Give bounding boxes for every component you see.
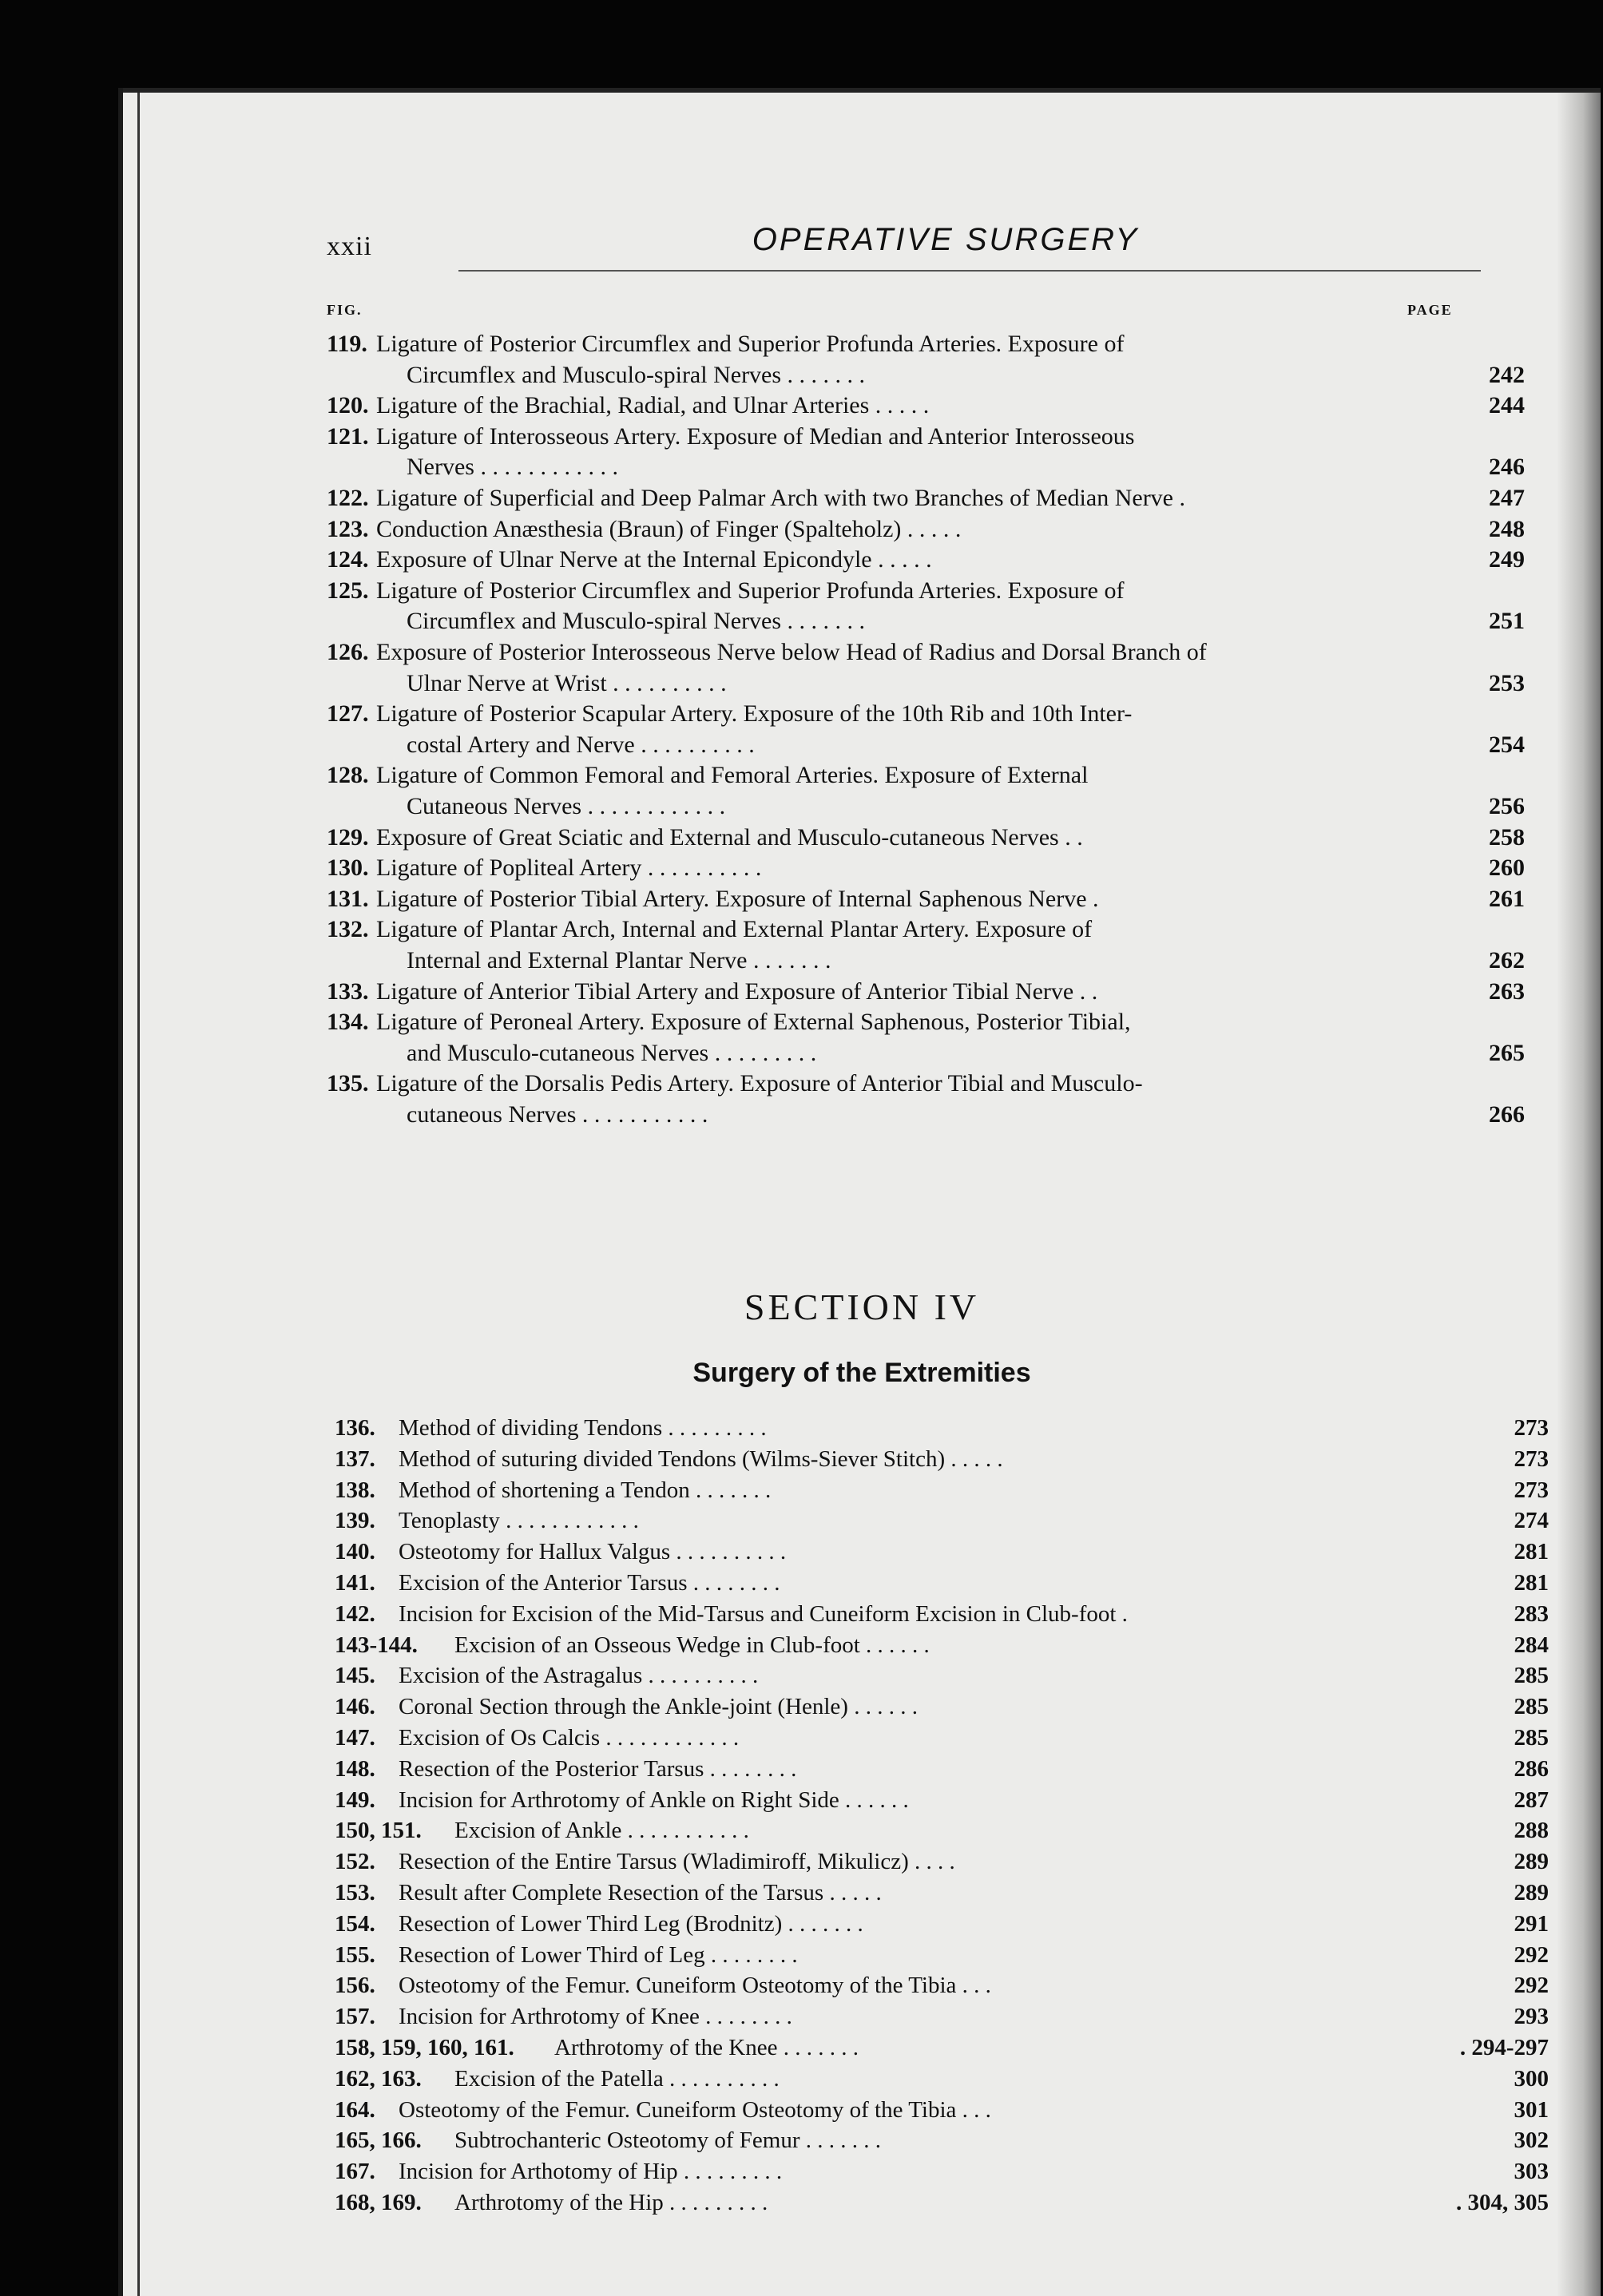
page-ref: 288 [1514,1818,1549,1843]
fig-number: 148. [335,1756,375,1782]
page-ref: 258 [1489,824,1525,851]
page-ref: 273 [1514,1415,1549,1441]
page-ref: 284 [1514,1632,1549,1658]
header-rule [458,270,1481,272]
entry-title: Arthrotomy of the Knee . . . . . . . [554,2035,859,2060]
fig-number: 134. [327,1009,369,1035]
page-ref: 286 [1514,1756,1549,1782]
fig-number: 153. [335,1880,375,1905]
fig-number: 157. [335,2004,375,2029]
page-ref: 281 [1514,1539,1549,1564]
entry-title: Ligature of Common Femoral and Femoral Arteries. Exposure of External [376,762,1089,788]
fig-number: 137. [335,1446,375,1472]
page-ref: 281 [1514,1570,1549,1596]
page-ref: 273 [1514,1477,1549,1503]
entry-title: Coronal Section through the Ankle-joint (Henle) . . . . . . [399,1694,918,1719]
entry-title: Ligature of Superficial and Deep Palmar Arch with two Branches of Median Nerve . [376,485,1185,511]
entry-title: Subtrochanteric Osteotomy of Femur . . . . . . . [454,2127,881,2153]
page-ref: 287 [1514,1787,1549,1813]
fig-number: 164. [335,2097,375,2123]
entry-title: Osteotomy of the Femur. Cuneiform Osteotomy of the Tibia . . . [399,2097,991,2123]
entry-title: Cutaneous Nerves . . . . . . . . . . . . [407,793,726,819]
entry-title: Method of dividing Tendons . . . . . . . . . [399,1415,767,1441]
fig-number: 131. [327,886,369,912]
fig-number: 128. [327,762,369,788]
fig-number: 156. [335,1973,375,1998]
fig-column-heading: FIG. [327,302,363,318]
page-ref: 285 [1514,1725,1549,1751]
page-ref: 254 [1489,732,1525,758]
fig-number: 133. [327,978,369,1005]
fig-number: 122. [327,485,369,511]
page-ref: 289 [1514,1849,1549,1874]
entry-title: Resection of the Entire Tarsus (Wladimiroff, Mikulicz) . . . . [399,1849,955,1874]
fig-number: 130. [327,855,369,881]
page-ref: 253 [1489,670,1525,696]
page-ref: 251 [1489,608,1525,634]
page-ref: 263 [1489,978,1525,1005]
fig-number: 121. [327,423,369,450]
page-ref: 289 [1514,1880,1549,1905]
fig-number: 132. [327,916,369,942]
page-ref: 291 [1514,1911,1549,1937]
fig-number: 155. [335,1942,375,1968]
entry-title: Conduction Anæsthesia (Braun) of Finger (Spalteholz) . . . . . [376,516,962,542]
fig-number: 168, 169. [335,2190,422,2215]
entry-title: Osteotomy for Hallux Valgus . . . . . . . . . . [399,1539,787,1564]
page-ref: 265 [1489,1040,1525,1066]
fig-number: 167. [335,2159,375,2184]
running-header [327,222,1565,270]
page-ref: 246 [1489,454,1525,480]
page-ref: . 304, 305 [1456,2190,1549,2215]
entry-title: Arthrotomy of the Hip . . . . . . . . . [454,2190,768,2215]
entry-title: and Musculo-cutaneous Nerves . . . . . . . . . [407,1040,817,1066]
entry-title: Method of shortening a Tendon . . . . . . . [399,1477,772,1503]
page-ref: 283 [1514,1601,1549,1627]
fig-number: 141. [335,1570,375,1596]
entry-title: Ligature of Posterior Circumflex and Superior Profunda Arteries. Exposure of [376,331,1125,357]
page-ref: 293 [1514,2004,1549,2029]
section-subtitle: Surgery of the Extremities [692,1358,1031,1388]
page-ref: 256 [1489,793,1525,819]
entry-title: Ligature of Peroneal Artery. Exposure of External Saphenous, Posterior Tibial, [376,1009,1131,1035]
entry-title: Result after Complete Resection of the Tarsus . . . . . [399,1880,882,1905]
page-ref: 303 [1514,2159,1549,2184]
section-title: SECTION IV [744,1287,980,1327]
entry-title: Incision for Arthrotomy of Ankle on Right Side . . . . . . [399,1787,909,1813]
page-number: xxii [327,232,372,261]
page-ref: 266 [1489,1101,1525,1128]
fig-number: 127. [327,700,369,727]
entry-title: Excision of an Osseous Wedge in Club-foot . . . . . . [454,1632,930,1658]
entry-title: Ligature of Posterior Tibial Artery. Exposure of Internal Saphenous Nerve . [376,886,1099,912]
entry-title: Incision for Arthrotomy of Knee . . . . . . . . [399,2004,792,2029]
entry-title: Circumflex and Musculo-spiral Nerves . . . . . . . [407,362,866,388]
fig-number: 136. [335,1415,375,1441]
entry-title: Nerves . . . . . . . . . . . . [407,454,618,480]
entry-title: Ligature of Popliteal Artery . . . . . . . . . . [376,855,762,881]
entry-title: Excision of the Patella . . . . . . . . . . [454,2066,780,2092]
entry-title: Method of suturing divided Tendons (Wilms-Siever Stitch) . . . . . [399,1446,1003,1472]
fig-number: 150, 151. [335,1818,422,1843]
entry-title: Ulnar Nerve at Wrist . . . . . . . . . . [407,670,727,696]
entry-title: Ligature of Posterior Scapular Artery. Exposure of the 10th Rib and 10th Inter- [376,700,1133,727]
entry-title: Incision for Arthotomy of Hip . . . . . . . . . [399,2159,783,2184]
page-ref: 274 [1514,1508,1549,1533]
page-ref: 260 [1489,855,1525,881]
fig-number: 139. [335,1508,375,1533]
entry-title: Excision of Os Calcis . . . . . . . . . . . . [399,1725,740,1751]
fig-number: 142. [335,1601,375,1627]
entry-title: Exposure of Great Sciatic and External and Musculo-cutaneous Nerves . . [376,824,1083,851]
entry-title: Exposure of Ulnar Nerve at the Internal Epicondyle . . . . . [376,546,932,573]
fig-number: 145. [335,1663,375,1688]
fig-number: 149. [335,1787,375,1813]
page-ref: 261 [1489,886,1525,912]
entry-title: Ligature of Interosseous Artery. Exposure of Median and Anterior Interosseous [376,423,1135,450]
fig-number: 138. [335,1477,375,1503]
fig-number: 143-144. [335,1632,418,1658]
page-ref: 292 [1514,1973,1549,1998]
page-ref: 285 [1514,1663,1549,1688]
entry-title: Incision for Excision of the Mid-Tarsus and Cuneiform Excision in Club-foot . [399,1601,1128,1627]
page-ref: 285 [1514,1694,1549,1719]
entry-title: Ligature of Anterior Tibial Artery and Exposure of Anterior Tibial Nerve . . [376,978,1098,1005]
entry-title: Exposure of Posterior Interosseous Nerve below Head of Radius and Dorsal Branch of [376,639,1207,665]
page-ref: 301 [1514,2097,1549,2123]
fig-number: 119. [327,331,367,357]
fig-number: 126. [327,639,369,665]
page-ref: 249 [1489,546,1525,573]
fig-number: 147. [335,1725,375,1751]
page-ref: 262 [1489,947,1525,974]
page-ref: 300 [1514,2066,1549,2092]
entry-title: Excision of the Anterior Tarsus . . . . . . . . [399,1570,780,1596]
entry-title: Ligature of Posterior Circumflex and Superior Profunda Arteries. Exposure of [376,577,1125,604]
fig-number: 120. [327,392,369,418]
fig-number: 129. [327,824,369,851]
entry-title: Tenoplasty . . . . . . . . . . . . [399,1508,639,1533]
page-ref: . 294-297 [1459,2035,1549,2060]
entry-title: Ligature of the Brachial, Radial, and Ulnar Arteries . . . . . [376,392,930,418]
entry-title: Resection of the Posterior Tarsus . . . . . . . . [399,1756,797,1782]
page-ref: 244 [1489,392,1525,418]
fig-number: 146. [335,1694,375,1719]
page-ref: 248 [1489,516,1525,542]
fig-number: 165, 166. [335,2127,422,2153]
page-content [123,88,1601,2296]
fig-number: 125. [327,577,369,604]
page-column-heading: PAGE [1407,302,1453,318]
page-ref: 292 [1514,1942,1549,1968]
page-ref: 247 [1489,485,1525,511]
entry-title: cutaneous Nerves . . . . . . . . . . . [407,1101,708,1128]
fig-number: 158, 159, 160, 161. [335,2035,514,2060]
entry-title: Excision of Ankle . . . . . . . . . . . [454,1818,749,1843]
entry-title: Ligature of the Dorsalis Pedis Artery. Exposure of Anterior Tibial and Musculo- [376,1070,1143,1096]
running-title: OPERATIVE SURGERY [752,222,1140,257]
fig-number: 154. [335,1911,375,1937]
entry-title: Resection of Lower Third of Leg . . . . . . . . [399,1942,798,1968]
entry-title: Excision of the Astragalus . . . . . . . . . . [399,1663,759,1688]
fig-number: 152. [335,1849,375,1874]
fig-number: 124. [327,546,369,573]
page-ref: 242 [1489,362,1525,388]
fig-number: 135. [327,1070,369,1096]
entry-title: costal Artery and Nerve . . . . . . . . . . [407,732,755,758]
fig-number: 123. [327,516,369,542]
fig-number: 162, 163. [335,2066,422,2092]
entry-title: Osteotomy of the Femur. Cuneiform Osteotomy of the Tibia . . . [399,1973,991,1998]
fig-number: 140. [335,1539,375,1564]
entry-title: Internal and External Plantar Nerve . . . . . . . [407,947,831,974]
entry-title: Circumflex and Musculo-spiral Nerves . . . . . . . [407,608,866,634]
entry-title: Resection of Lower Third Leg (Brodnitz) . . . . . . . [399,1911,863,1937]
book-page [118,88,1601,2296]
page-ref: 273 [1514,1446,1549,1472]
page-ref: 302 [1514,2127,1549,2153]
entry-title: Ligature of Plantar Arch, Internal and External Plantar Artery. Exposure of [376,916,1093,942]
